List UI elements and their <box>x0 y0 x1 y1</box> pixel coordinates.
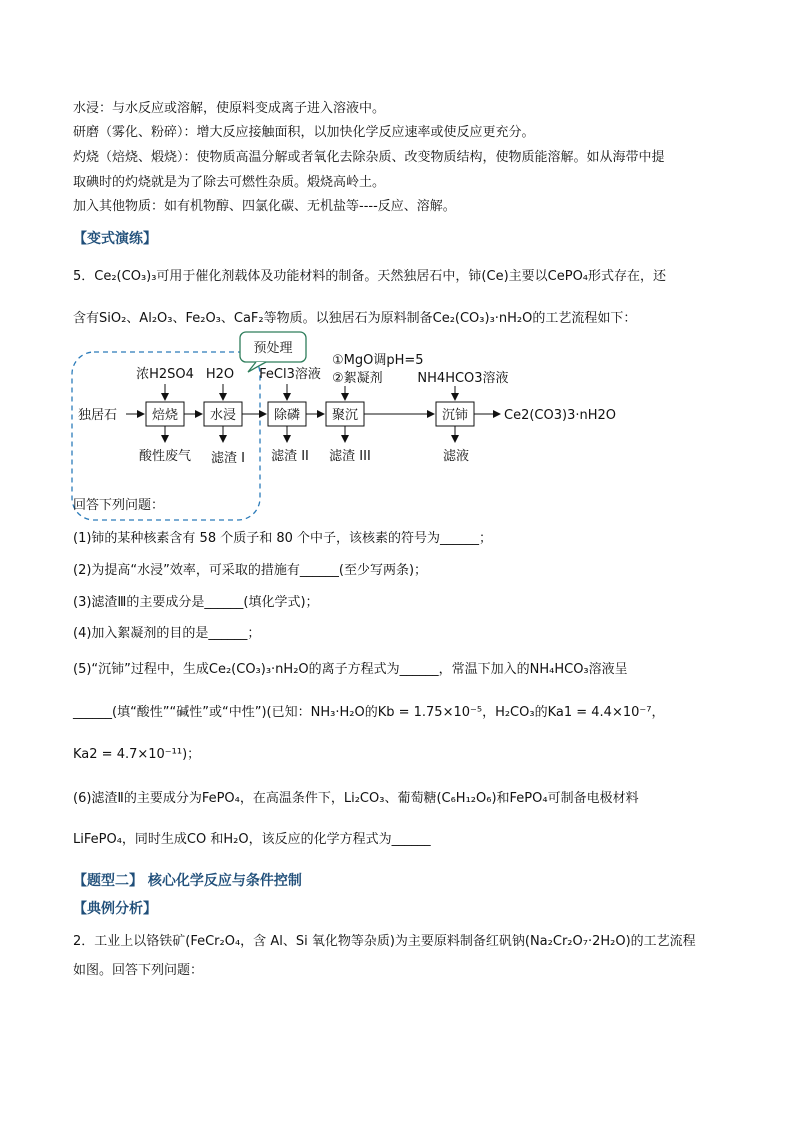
flow-output-residue-3: 滤渣 III <box>329 449 371 464</box>
question-5-line-2: ______(填“酸性”“碱性”或“中性”)(已知：NH₃·H₂O的Kb = 1.75×10⁻⁵，H₂CO₃的Ka1 = 4.4×10⁻⁷， <box>73 705 665 720</box>
example-2-line-2: 如图。回答下列问题： <box>73 963 204 978</box>
question-1: (1)铈的某种核素含有 58 个质子和 80 个中子，该核素的符号为______； <box>73 531 493 546</box>
flow-start-label: 独居石 <box>78 408 118 423</box>
flow-output-filtrate: 滤液 <box>442 449 470 464</box>
question-3: (3)滤渣Ⅲ的主要成分是______(填化学式)； <box>73 595 319 610</box>
flow-reagent-fecl3: FeCl3溶液 <box>259 367 321 382</box>
intro-line-3: 灼烧（焙烧、煅烧）：使物质高温分解或者氧化去除杂质、改变物质结构，使物质能溶解。如从海带中提 <box>73 150 665 165</box>
flow-output-residue-2: 滤渣 II <box>271 449 309 464</box>
flow-step-water-leach-label: 水浸 <box>209 408 237 423</box>
question-2: (2)为提高“水浸”效率，可采取的措施有______(至少写两条)； <box>73 563 428 578</box>
example-2-line-1: 2．工业上以铬铁矿(FeCr₂O₄，含 Al、Si 氧化物等杂质)为主要原料制备红矾钠(Na₂Cr₂O₇·2H₂O)的工艺流程 <box>73 934 696 949</box>
flow-product-label: Ce2(CO3)3·nH2O <box>504 408 616 423</box>
section-heading-variant-practice: 【变式演练】 <box>73 231 157 247</box>
pretreatment-callout-label: 预处理 <box>253 341 293 356</box>
flow-reagent-mgo: ①MgO调pH=5 <box>332 353 424 368</box>
intro-line-5: 加入其他物质：如有机物醇、四氯化碳、无机盐等----反应、溶解。 <box>73 199 456 214</box>
flow-reagent-nh4hco3: NH4HCO3溶液 <box>417 371 509 386</box>
question-4: (4)加入絮凝剂的目的是______； <box>73 626 261 641</box>
flow-output-acid-gas: 酸性废气 <box>138 449 192 464</box>
flow-step-cerium-precipitation-label: 沉铈 <box>441 408 469 423</box>
section-subheading-example-analysis: 【典例分析】 <box>73 901 157 917</box>
flow-step-coagulation-label: 聚沉 <box>331 408 359 423</box>
q5-stem-line-2: 含有SiO₂、Al₂O₃、Fe₂O₃、CaF₂等物质。以独居石为原料制备Ce₂(CO₃)₃·nH₂O的工艺流程如下： <box>73 311 637 326</box>
flow-reagent-water: H2O <box>205 367 235 382</box>
q5-stem-line-1: 5．Ce₂(CO₃)₃可用于催化剂载体及功能材料的制备。天然独居石中，铈(Ce)主要以CePO₄形式存在，还 <box>73 269 667 284</box>
flow-output-residue-1: 滤渣 I <box>211 451 245 466</box>
intro-line-4: 取碘时的灼烧就是为了除去可燃性杂质。煅烧高岭土。 <box>73 175 386 190</box>
question-6-line-1: (6)滤渣Ⅱ的主要成分为FePO₄，在高温条件下，Li₂CO₃、葡萄糖(C₆H₁₂O₆)和FePO₄可制备电极材料 <box>73 791 639 806</box>
question-5-line-1: (5)“沉铈”过程中，生成Ce₂(CO₃)₃·nH₂O的离子方程式为______，常温下加入的NH₄HCO₃溶液呈 <box>73 662 628 677</box>
intro-line-2: 研磨（雾化、粉碎）：增大反应接触面积，以加快化学反应速率或使反应更充分。 <box>73 125 535 140</box>
flow-reagent-h2so4: 浓H2SO4 <box>136 367 194 382</box>
question-5-line-3: Ka2 = 4.7×10⁻¹¹)； <box>73 747 201 762</box>
question-6-line-2: LiFePO₄，同时生成CO 和H₂O，该反应的化学方程式为______ <box>73 832 431 847</box>
intro-line-1: 水浸：与水反应或溶解，使原料变成离子进入溶液中。 <box>73 101 386 116</box>
questions-prompt: 回答下列问题： <box>73 498 165 513</box>
flow-step-phosphorus-removal-label: 除磷 <box>273 408 301 423</box>
flow-step-roast-label: 焙烧 <box>151 408 179 423</box>
flow-reagent-flocculant: ②絮凝剂 <box>332 371 383 386</box>
section-heading-question-type-2: 【题型二】 核心化学反应与条件控制 <box>73 873 302 889</box>
